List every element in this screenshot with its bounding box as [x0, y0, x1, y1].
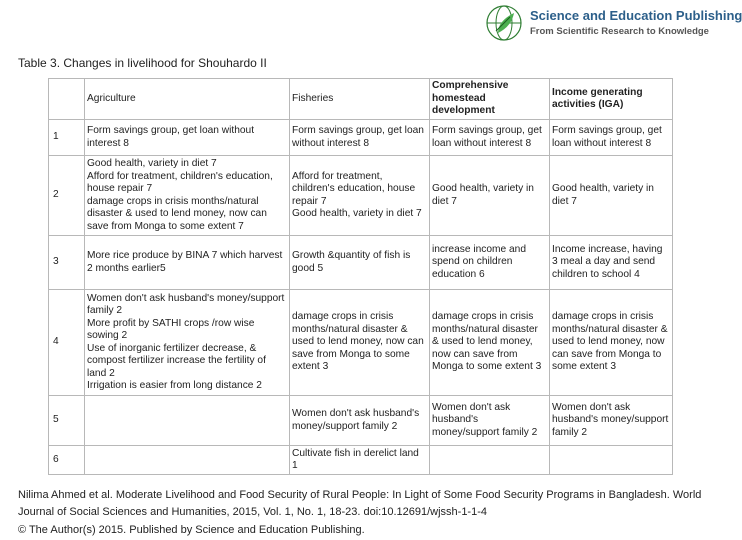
- table-caption: Table 3. Changes in livelihood for Shouhardo II: [18, 56, 267, 70]
- header-agriculture: Agriculture: [85, 79, 290, 120]
- cell-agriculture: More rice produce by BINA 7 which harvest 2 months earlier5: [85, 236, 290, 290]
- cell-homestead: damage crops in crisis months/natural disaster & used to lend money, now can save from Monga to some extent 3: [430, 290, 550, 396]
- cell-agriculture: Women don't ask husband's money/support family 2 More profit by SATHI crops /row wise sowing 2 Use of inorganic fertilizer decrease, & compost fertilizer increase the fertility of land 2 Irrigation is easier from long distance 2: [85, 290, 290, 396]
- header-homestead: Comprehensive homestead development: [430, 79, 550, 120]
- cell-agriculture: Form savings group, get loan without interest 8: [85, 120, 290, 156]
- cell-agriculture: [85, 446, 290, 475]
- cell-iga: Women don't ask husband's money/support family 2: [550, 396, 673, 446]
- cell-homestead: Good health, variety in diet 7: [430, 156, 550, 236]
- table-row: [49, 236, 673, 290]
- row-number: 3: [49, 236, 85, 290]
- header-fisheries: Fisheries: [290, 79, 430, 120]
- cell-homestead: Form savings group, get loan without interest 8: [430, 120, 550, 156]
- cell-iga: [550, 446, 673, 475]
- table-header-row: [49, 79, 673, 120]
- cell-iga: Good health, variety in diet 7: [550, 156, 673, 236]
- cell-agriculture: Good health, variety in diet 7 Afford for treatment, children's education, house repair 7 damage crops in crisis months/natural disaster & used to lend money, now can save from Monga to some extent 7: [85, 156, 290, 236]
- cell-homestead: [430, 446, 550, 475]
- cell-fisheries: Growth &quantity of fish is good 5: [290, 236, 430, 290]
- table-row: [49, 290, 673, 396]
- publisher-name: Science and Education Publishing: [530, 8, 742, 23]
- row-number: 6: [49, 446, 85, 475]
- cell-iga: damage crops in crisis months/natural disaster & used to lend money, now can save from Monga to some extent 3: [550, 290, 673, 396]
- cell-fisheries: damage crops in crisis months/natural disaster & used to lend money, now can save from Monga to some extent 3: [290, 290, 430, 396]
- publisher-tagline: From Scientific Research to Knowledge: [530, 26, 709, 37]
- cell-homestead: Women don't ask husband's money/support family 2: [430, 396, 550, 446]
- row-number: 4: [49, 290, 85, 396]
- row-number: 1: [49, 120, 85, 156]
- table-row: [49, 446, 673, 475]
- cell-agriculture: [85, 396, 290, 446]
- row-number: 2: [49, 156, 85, 236]
- cell-homestead: increase income and spend on children education 6: [430, 236, 550, 290]
- citation-text: Nilima Ahmed et al. Moderate Livelihood and Food Security of Rural People: In Light of Some Food Security Programs in Bangladesh. World Journal of Social Sciences and Humanities, 2015, Vol. 1, No. 1, 18-23. doi:10.12691/wjssh-1-1-4: [18, 489, 702, 518]
- header-corner: [49, 79, 85, 120]
- table-row: [49, 120, 673, 156]
- table-row: [49, 156, 673, 236]
- cell-fisheries: Afford for treatment, children's education, house repair 7 Good health, variety in diet 7: [290, 156, 430, 236]
- cell-fisheries: Women don't ask husband's money/support family 2: [290, 396, 430, 446]
- globe-leaf-icon: [484, 3, 524, 43]
- cell-iga: Form savings group, get loan without interest 8: [550, 120, 673, 156]
- cell-fisheries: Cultivate fish in derelict land 1: [290, 446, 430, 475]
- cell-fisheries: Form savings group, get loan without interest 8: [290, 120, 430, 156]
- row-number: 5: [49, 396, 85, 446]
- cell-iga: Income increase, having 3 meal a day and send children to school 4: [550, 236, 673, 290]
- livelihood-table: [48, 78, 673, 475]
- copyright-text: © The Author(s) 2015. Published by Science and Education Publishing.: [18, 524, 365, 536]
- publisher-logo: [484, 2, 742, 44]
- table-row: [49, 396, 673, 446]
- header-iga: Income generating activities (IGA): [550, 79, 673, 120]
